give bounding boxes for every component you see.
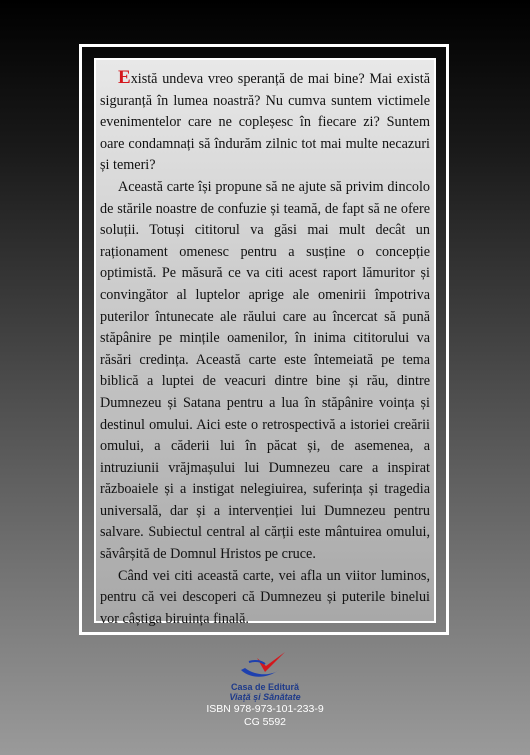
publisher-logo-icon [235,648,295,682]
blurb-paragraph-1 [100,67,430,177]
publisher-name-line1: Casa de Editură [230,682,300,692]
back-cover-blurb [100,67,430,630]
publisher-block [190,648,340,729]
isbn: ISBN 978-973-101-233-9 [206,703,324,715]
cg-code: CG 5592 [243,716,287,728]
blurb-paragraph-1-text: xistă undeva vreo speranță de mai bine? Mai există siguranță în lumea noastră? Nu cumva suntem victimele evenimentelor care ne copleșesc în fiecare zi? Suntem oare condamnați să îndurăm zilnic tot mai multe necazuri și temeri? [100,71,430,174]
drop-cap: E [118,67,131,88]
blurb-paragraph-3: Când vei citi această carte, vei afla un viitor luminos, pentru că vei descoperi că Dumnezeu și puterile binelui vor câștiga biruința finală. [100,567,430,627]
publisher-name-line2: Viață și Sănătate [229,692,301,702]
blurb-paragraph-2: Această carte își propune să ne ajute să privim dincolo de stările noastre de confuzie și teamă, de fapt să ne ofere soluții. Totuși cititorul va găsi mai mult decât un raționament omenesc pentru a susține o concepție optimistă. Pe măsură ce va citi acest raport lămuritor și convingător al luptelor aprige ale omenirii împotriva puterilor întunecate ale răului care au încercat să pună stăpânire pe mințile oamenilor, în inima cititorului va răsări credința. Această carte este întemeiată pe tema biblică a luptei de veacuri dintre bine și rău, dintre Dumnezeu și Satana pentru a lua în stăpânire voința și destinul omului. Aici este o retrospectivă a istoriei creării omului, a căderii lui în păcat și, de asemenea, a intruziunii vrăjmașului lui Dumnezeu care a inspirat războaiele și a instigat nelegiuirea, suferința și tragedia universală, dar și a intervenției lui Dumnezeu pentru salvare. Subiectul central al cărții este mântuirea omului, săvârșită de Domnul Hristos pe cruce. [100,178,430,563]
